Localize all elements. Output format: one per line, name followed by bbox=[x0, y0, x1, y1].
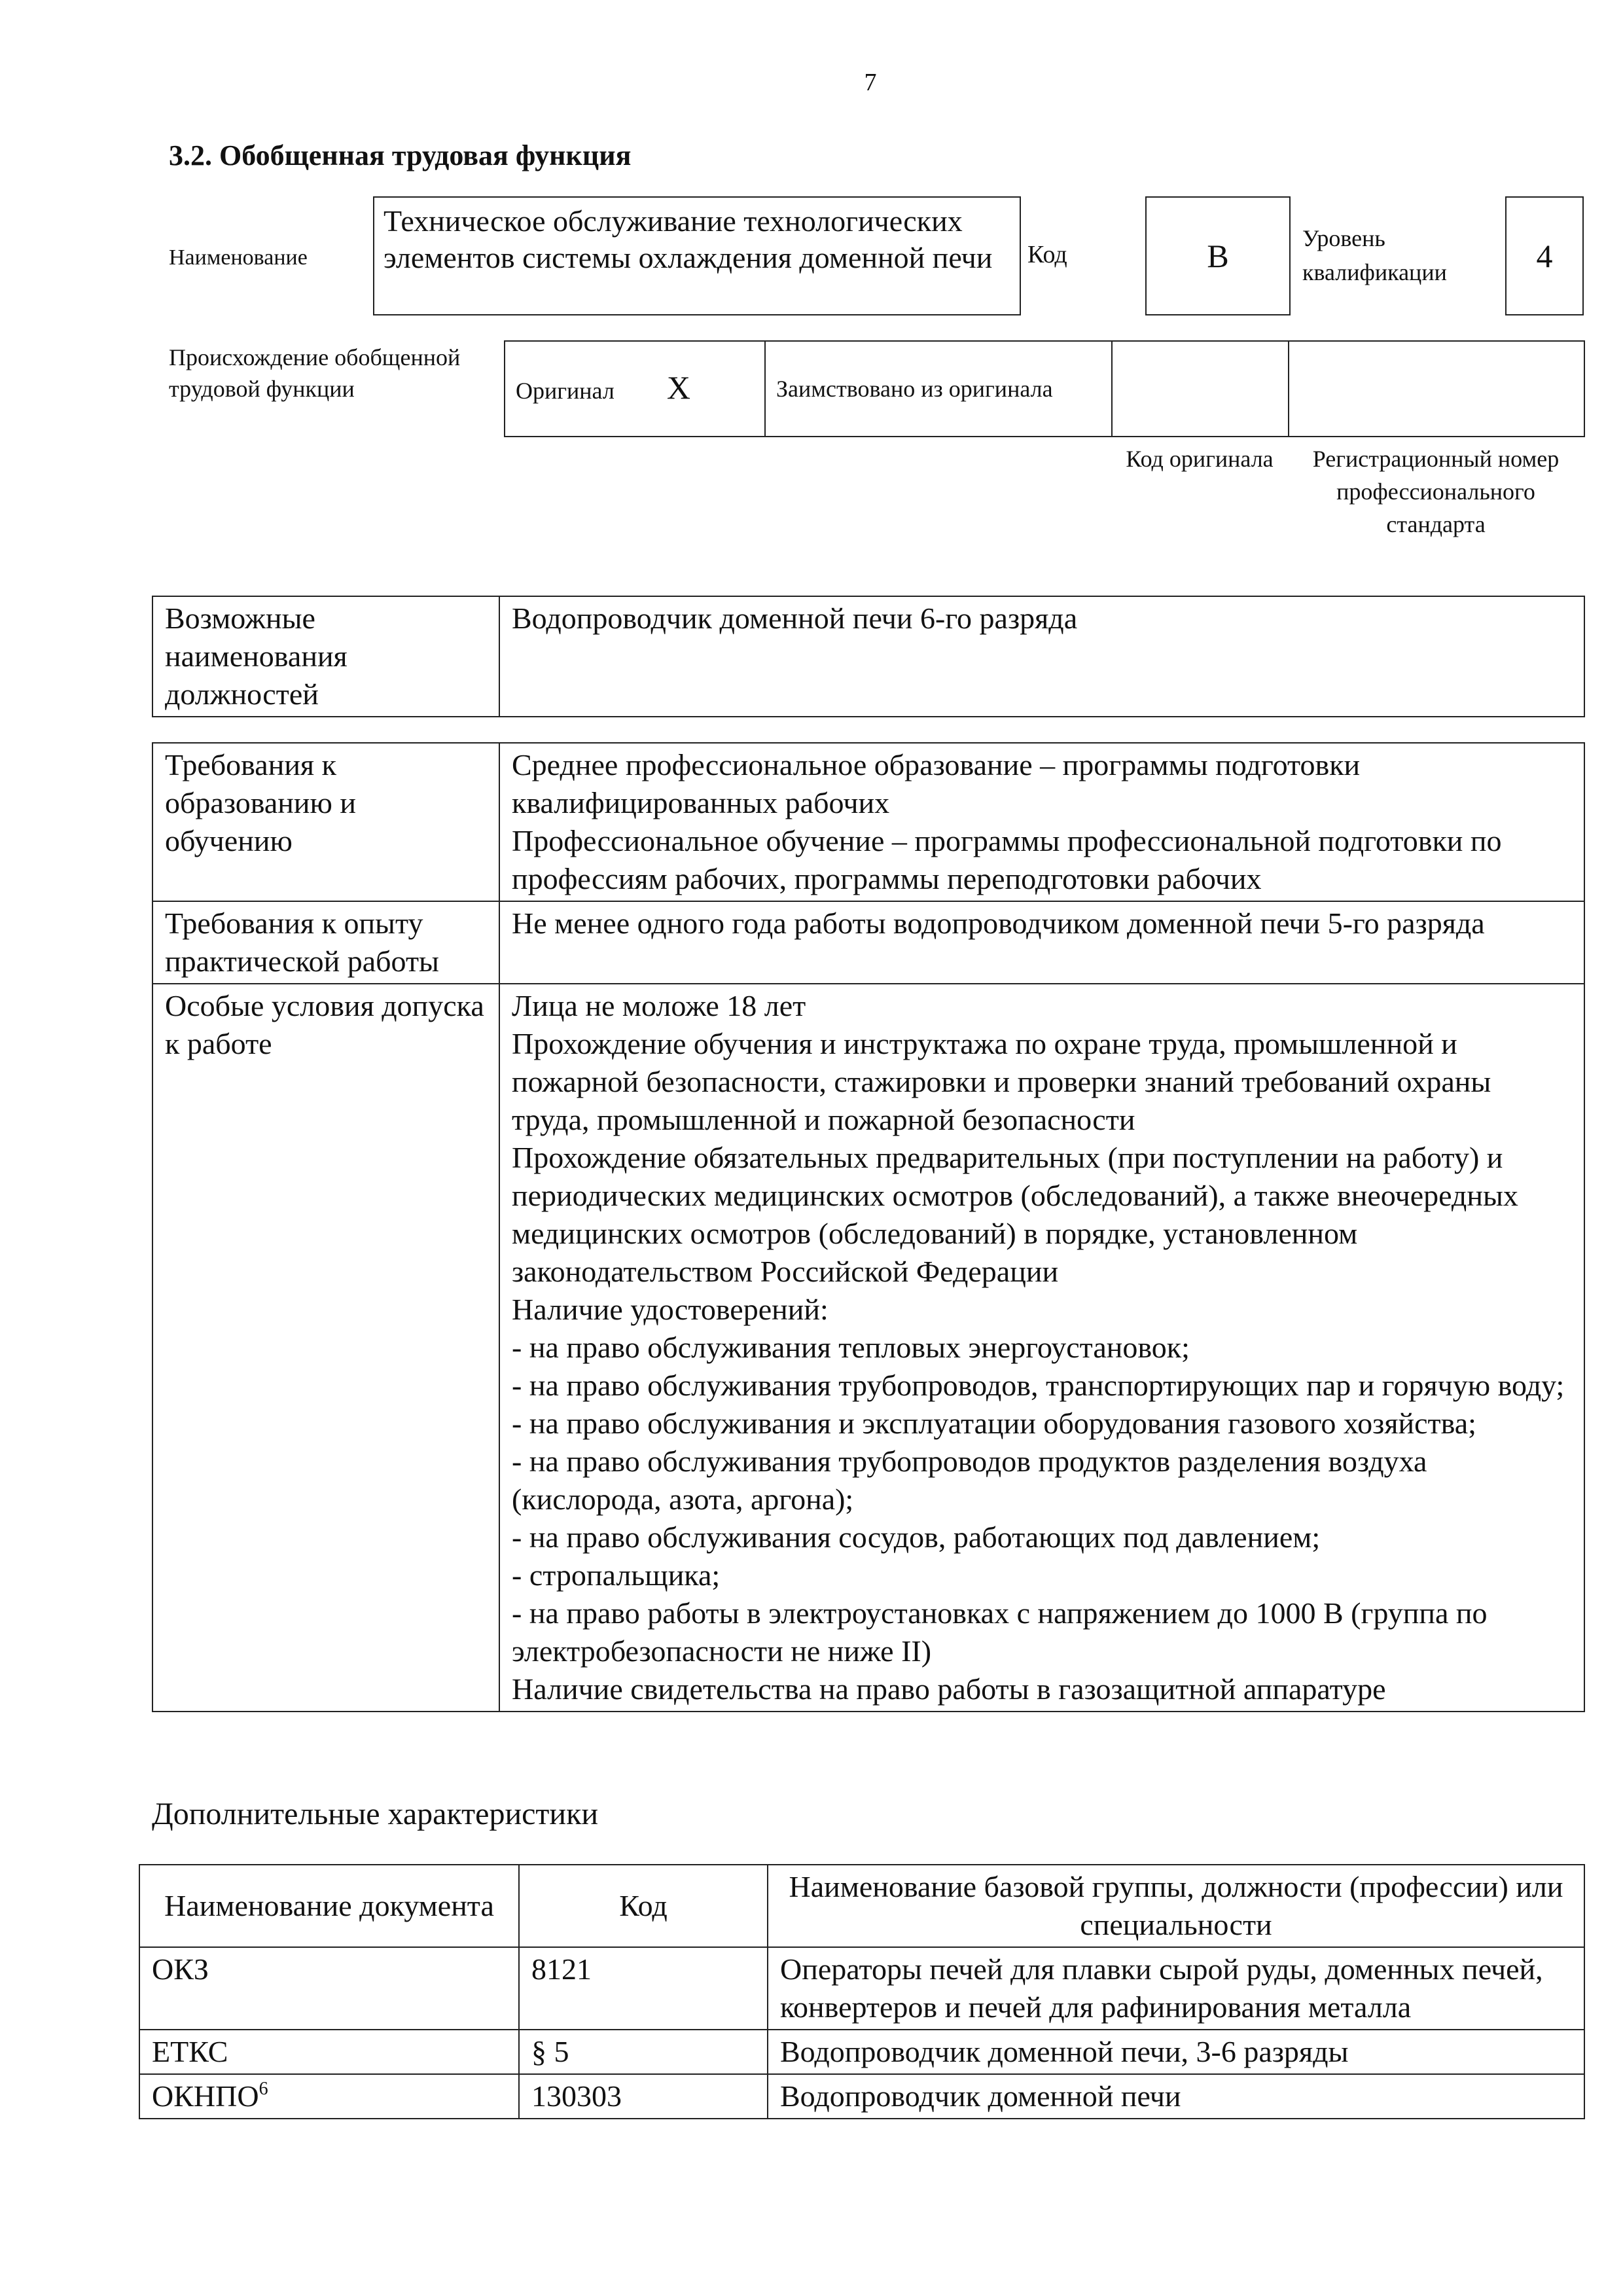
positions-value: Водопроводчик доменной печи 6-го разряда bbox=[499, 596, 1584, 717]
table-row bbox=[152, 743, 1584, 901]
reg-number-caption: Регистрационный номер профессионального стандарта bbox=[1312, 446, 1560, 537]
name-cell: Операторы печей для плавки сырой руды, доменных печей, конвертеров и печей для рафинирования металла bbox=[768, 1947, 1584, 2030]
origin-code-cell bbox=[1112, 341, 1289, 437]
code-cell: 130303 bbox=[519, 2074, 768, 2119]
table-row bbox=[139, 2074, 1584, 2119]
additional-table bbox=[139, 1864, 1585, 2119]
name-cell: Водопроводчик доменной печи bbox=[768, 2074, 1584, 2119]
table-row bbox=[139, 2030, 1584, 2074]
original-label: Оригинал bbox=[516, 377, 615, 404]
requirements-table bbox=[152, 742, 1585, 1712]
positions-table bbox=[152, 596, 1585, 717]
education-label: Требования к образованию и обучению bbox=[152, 743, 499, 901]
doc-cell: ОКЗ bbox=[139, 1947, 519, 2030]
special-conditions-label: Особые условия допуска к работе bbox=[152, 984, 499, 1712]
origin-table bbox=[504, 340, 1585, 437]
doc-cell-text: ОКНПО bbox=[152, 2079, 259, 2113]
code-cell: § 5 bbox=[519, 2030, 768, 2074]
code-cell: 8121 bbox=[519, 1947, 768, 2030]
origin-reg-cell bbox=[1289, 341, 1584, 437]
col-header-doc: Наименование документа bbox=[139, 1865, 519, 1947]
positions-label: Возможные наименования должностей bbox=[152, 596, 499, 717]
origin-label: Происхождение обобщенной трудовой функции bbox=[169, 344, 461, 402]
level-label: Уровень квалификации bbox=[1302, 225, 1447, 285]
table-row bbox=[152, 901, 1584, 984]
table-row bbox=[152, 984, 1584, 1712]
origin-original-cell bbox=[505, 341, 765, 437]
col-header-code: Код bbox=[519, 1865, 768, 1947]
education-value: Среднее профессиональное образование – программы подготовки квалифицированных рабочих Профессиональное обучение – программы профессиональной подготовки по профессиям рабочих, программы переподготовки рабочих bbox=[499, 743, 1584, 901]
level-value: 4 bbox=[1505, 196, 1584, 315]
code-value: В bbox=[1145, 196, 1291, 315]
name-label: Наименование bbox=[169, 245, 308, 270]
special-conditions-value: Лица не моложе 18 лет Прохождение обучения и инструктажа по охране труда, промышленной и пожарной безопасности, стажировки и проверки знаний требований охраны труда, промышленной и пожарной безопасности Прохождение обязательных предварительных (при поступлении на работу) и периодических медицинских осмотров (обследований), а также внеочередных медицинских осмотров (обследований) в порядке, установленном законодательством Российской Федерации Наличие удостоверений: - на право обслуживания тепловых энергоустановок; - на право обслуживания трубопроводов, транспортирующих пар и горячую воду; - на право обслуживания и эксплуатации оборудования газового хозяйства; - на право обслуживания трубопроводов продуктов разделения воздуха (кислорода, азота, аргона); - на право обслуживания сосудов, работающих под давлением; - стропальщика; - на право работы в электроустановках с напряжением до 1000 В (группа по электробезопасности не ниже II) Наличие свидетельства на право работы в газозащитной аппаратуре bbox=[499, 984, 1584, 1712]
name-cell: Водопроводчик доменной печи, 3-6 разряды bbox=[768, 2030, 1584, 2074]
page-number: 7 bbox=[864, 69, 877, 96]
doc-cell: ЕТКС bbox=[139, 2030, 519, 2074]
name-value: Техническое обслуживание технологических элементов системы охлаждения доменной печи bbox=[373, 196, 1021, 315]
original-mark: Х bbox=[666, 368, 690, 406]
additional-title: Дополнительные характеристики bbox=[152, 1797, 599, 1831]
col-header-name: Наименование базовой группы, должности (профессии) или специальности bbox=[768, 1865, 1584, 1947]
doc-cell bbox=[139, 2074, 519, 2119]
table-header-row bbox=[139, 1865, 1584, 1947]
section-title: 3.2. Обобщенная трудовая функция bbox=[169, 139, 632, 171]
code-label: Код bbox=[1027, 241, 1067, 268]
experience-label: Требования к опыту практической работы bbox=[152, 901, 499, 984]
footnote-ref: 6 bbox=[259, 2079, 268, 2099]
borrowed-label: Заимствовано из оригинала bbox=[765, 341, 1112, 437]
experience-value: Не менее одного года работы водопроводчиком доменной печи 5-го разряда bbox=[499, 901, 1584, 984]
table-row bbox=[139, 1947, 1584, 2030]
code-original-caption: Код оригинала bbox=[1126, 446, 1274, 472]
